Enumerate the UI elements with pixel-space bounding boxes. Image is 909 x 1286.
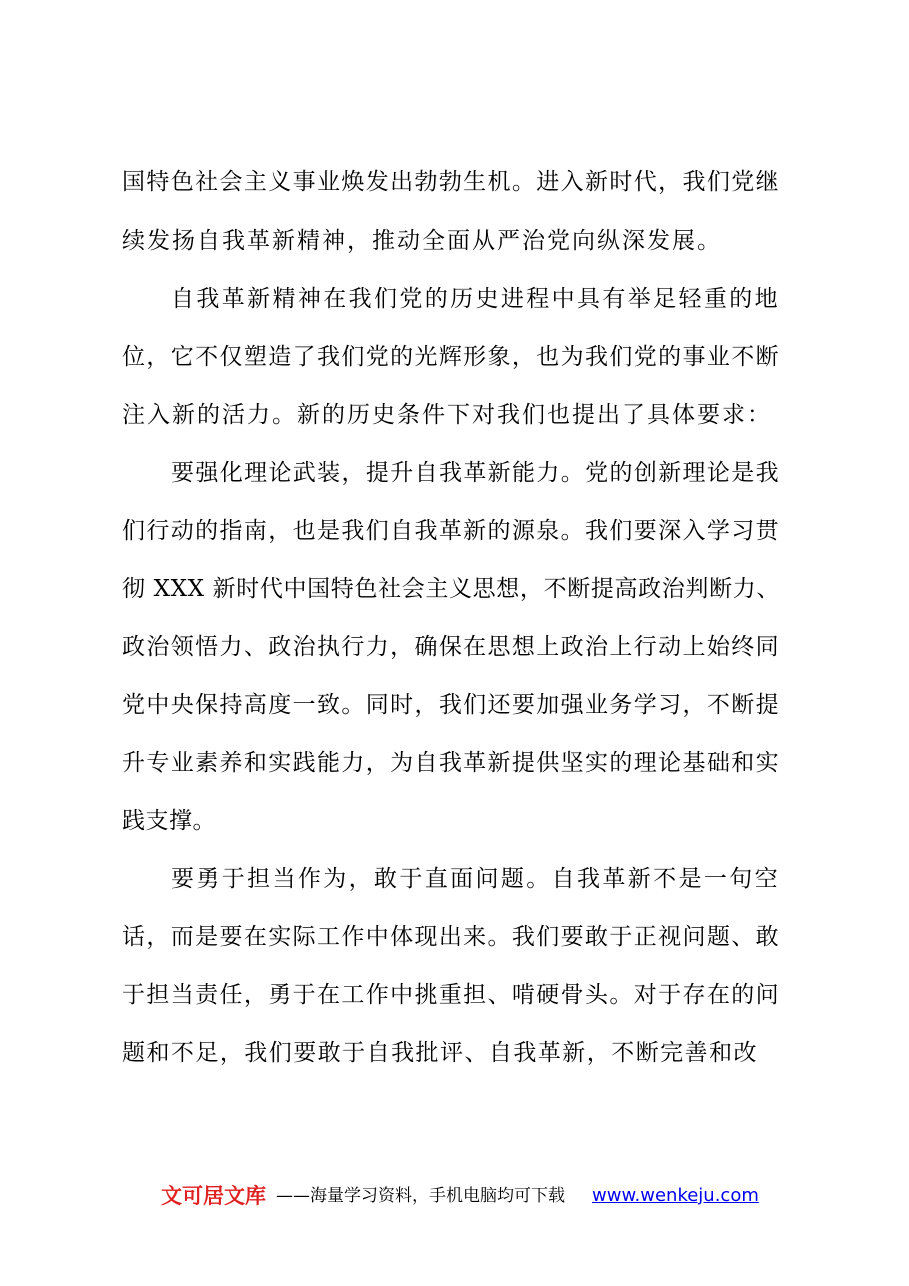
text-line bbox=[0, 221, 909, 261]
text-line bbox=[0, 801, 909, 841]
text-line-content: 彻 XXX 新时代中国特色社会主义思想，不断提高政治判断力、 bbox=[122, 576, 780, 602]
text-line-content: 政治领悟力、政治执行力，确保在思想上政治上行动上始终同 bbox=[122, 634, 780, 660]
text-line-content: 升专业素养和实践能力，为自我革新提供坚实的理论基础和实 bbox=[122, 750, 780, 776]
footer-tagline: ——海量学习资料，手机电脑均可下载 bbox=[276, 1186, 565, 1206]
text-line-content: 国特色社会主义事业焕发出勃勃生机。进入新时代，我们党继 bbox=[122, 169, 780, 195]
text-line bbox=[0, 395, 909, 435]
text-line-content: 践支撑。 bbox=[122, 808, 216, 834]
text-line bbox=[0, 453, 909, 493]
text-line-content: 话，而是要在实际工作中体现出来。我们要敢于正视问题、敢 bbox=[122, 924, 780, 950]
text-line-content: 党中央保持高度一致。同时，我们还要加强业务学习，不断提 bbox=[122, 692, 780, 718]
text-line bbox=[0, 569, 909, 609]
text-line bbox=[0, 917, 909, 957]
text-line bbox=[0, 337, 909, 377]
text-line bbox=[0, 627, 909, 667]
text-line bbox=[0, 511, 909, 551]
brand-name: 文可居文库 bbox=[161, 1184, 266, 1208]
text-line-content: 要勇于担当作为，敢于直面问题。自我革新不是一句空 bbox=[171, 866, 780, 892]
text-line-content: 于担当责任，勇于在工作中挑重担、啃硬骨头。对于存在的问 bbox=[122, 982, 780, 1008]
text-line-content: 位，它不仅塑造了我们党的光辉形象，也为我们党的事业不断 bbox=[122, 344, 780, 370]
text-line bbox=[0, 975, 909, 1015]
text-line bbox=[0, 685, 909, 725]
text-line bbox=[0, 1033, 909, 1073]
text-line-content: 注入新的活力。新的历史条件下对我们也提出了具体要求： bbox=[122, 402, 772, 428]
text-line-content: 续发扬自我革新精神，推动全面从严治党向纵深发展。 bbox=[122, 228, 722, 254]
website-link[interactable]: www.wenkeju.com bbox=[592, 1185, 759, 1206]
text-line bbox=[0, 162, 909, 202]
text-line-content: 自我革新精神在我们党的历史进程中具有举足轻重的地 bbox=[171, 286, 780, 312]
text-line-content: 题和不足，我们要敢于自我批评、自我革新，不断完善和改 bbox=[122, 1040, 758, 1066]
text-line bbox=[0, 743, 909, 783]
text-line-content: 要强化理论武装，提升自我革新能力。党的创新理论是我 bbox=[171, 460, 780, 486]
text-line bbox=[0, 279, 909, 319]
footer-banner bbox=[0, 1176, 909, 1216]
text-line bbox=[0, 859, 909, 899]
text-line-content: 们行动的指南，也是我们自我革新的源泉。我们要深入学习贯 bbox=[122, 518, 780, 544]
